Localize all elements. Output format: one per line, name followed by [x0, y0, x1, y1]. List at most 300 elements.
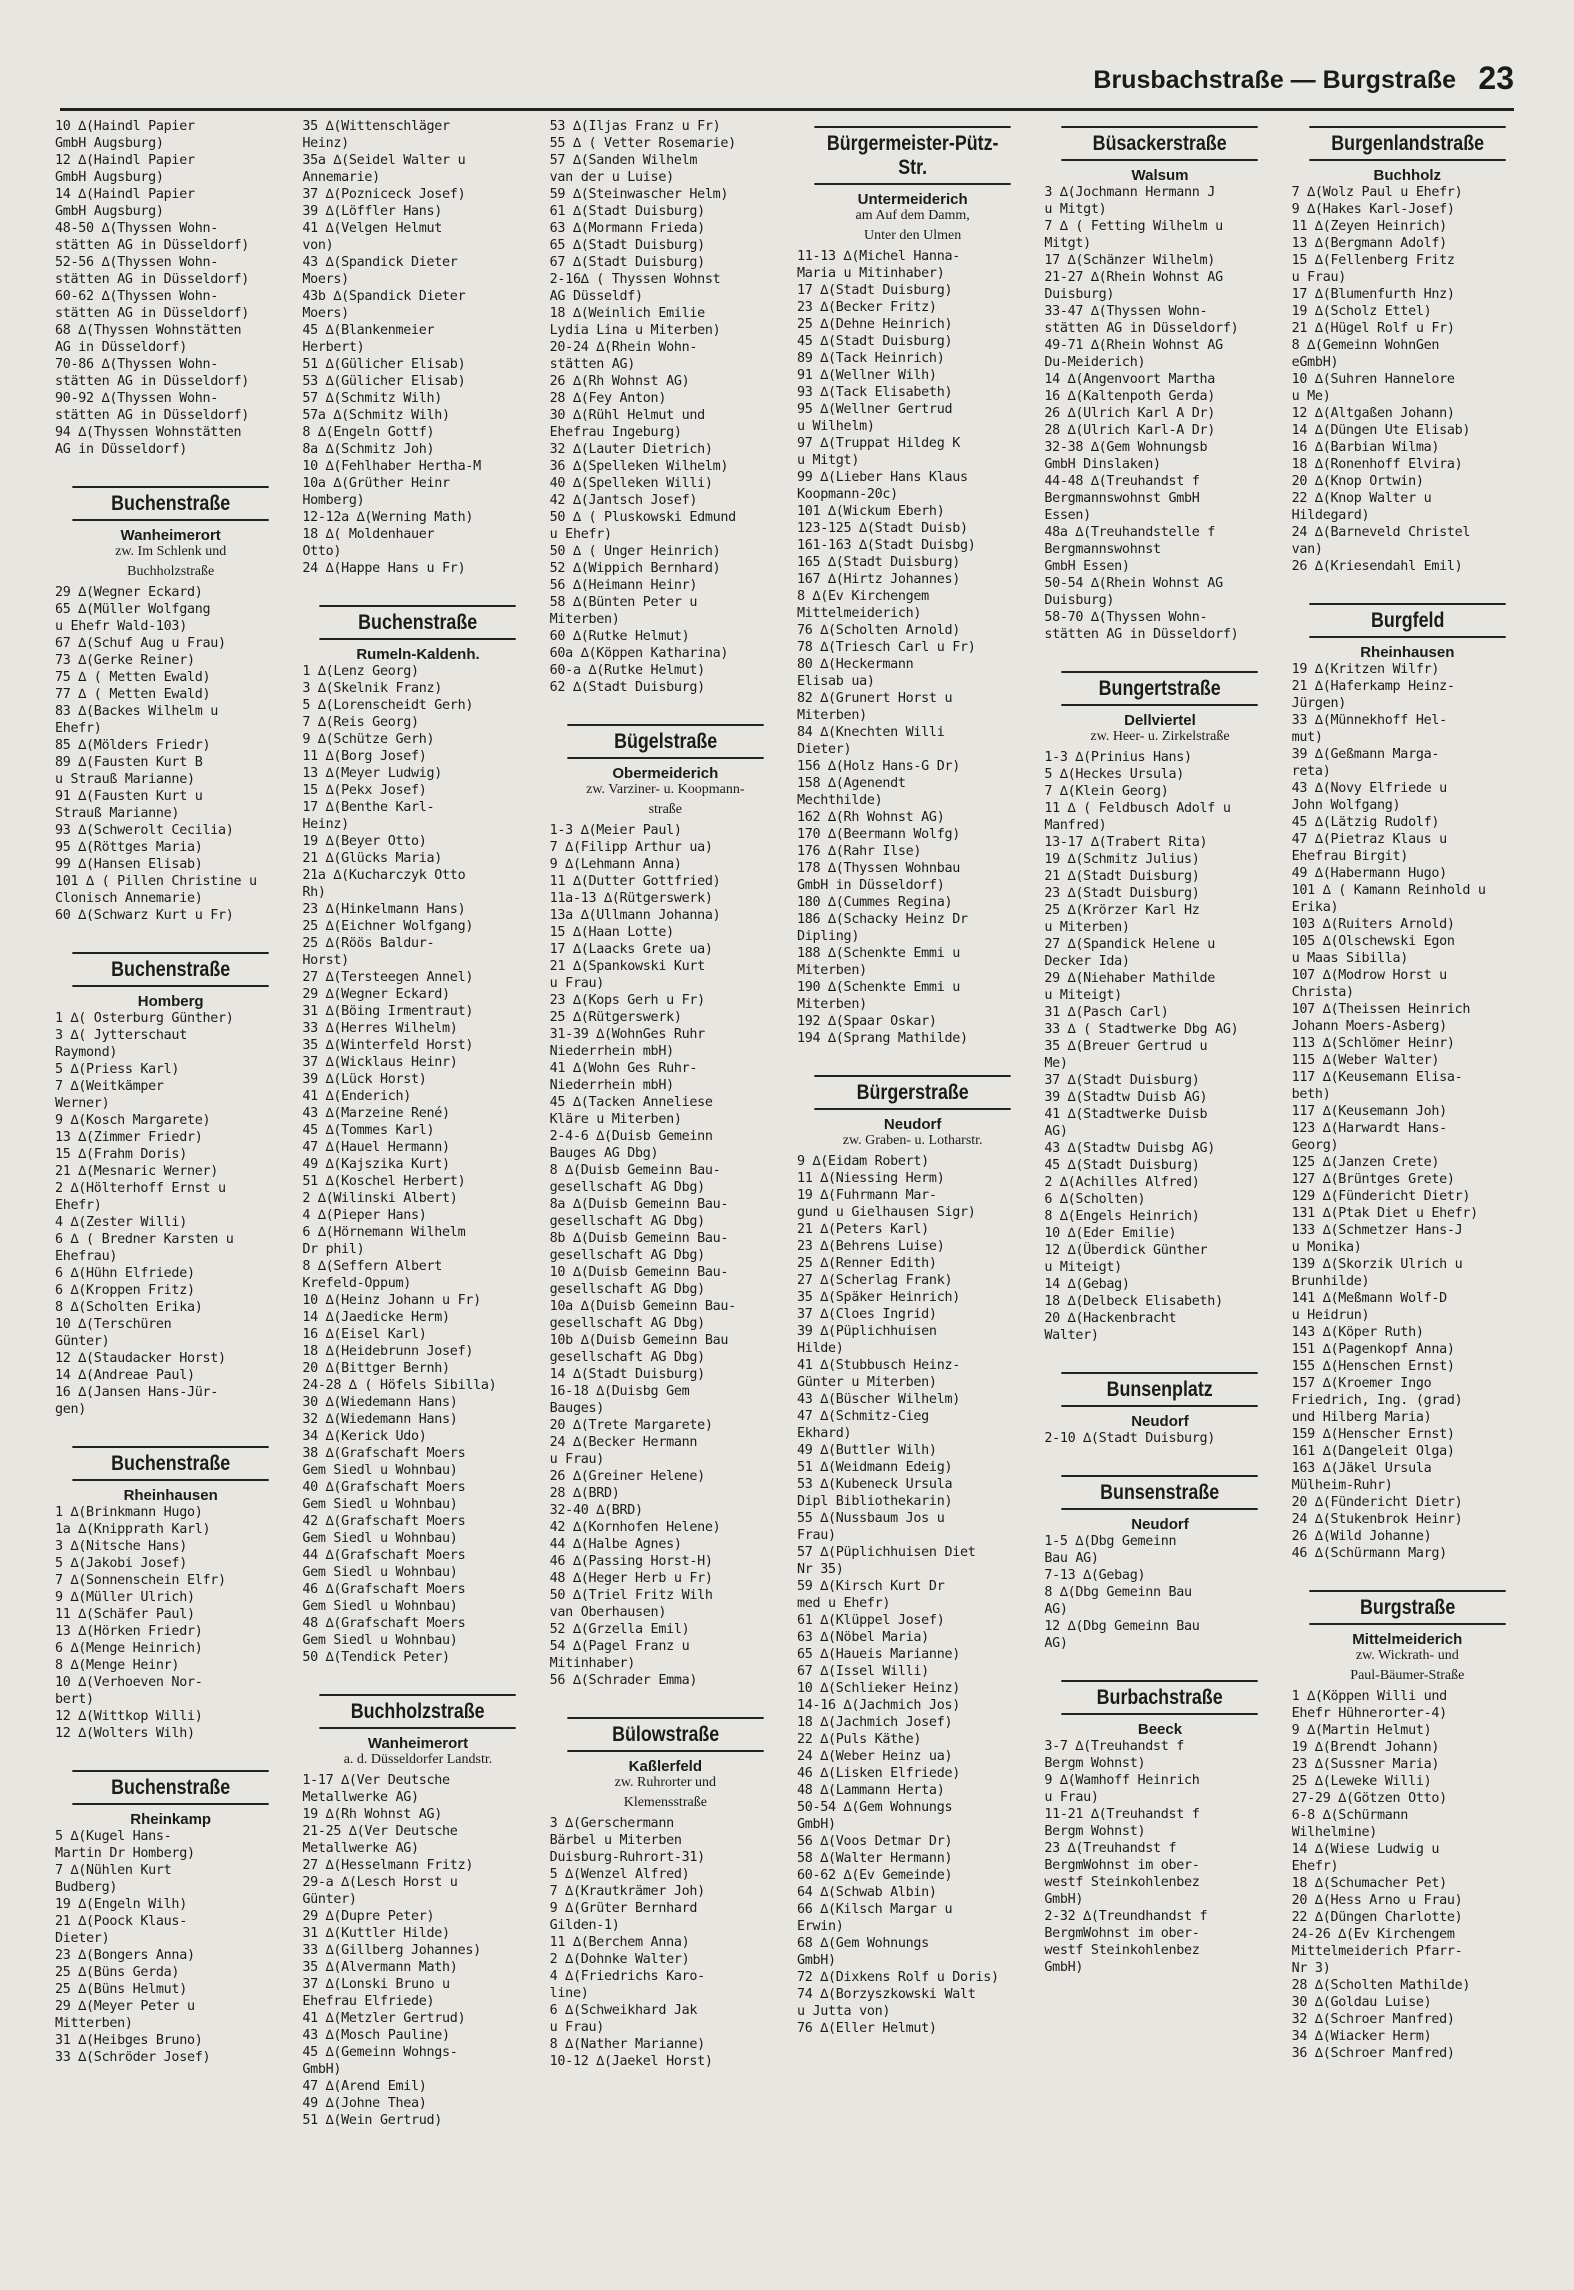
address-entry: 1a ∆(Knipprath Karl) [55, 1522, 211, 1537]
address-entry: 48 ∆(Heger Herb u Fr) [549, 1571, 713, 1586]
address-entry: 64 ∆(Schwab Albin) [796, 1885, 937, 1900]
address-entry: 68 ∆(Gem Wohnungs [796, 1936, 929, 1951]
address-entry: 23 ∆(Treuhandst f [1044, 1841, 1177, 1856]
address-entry: 44-48 ∆(Treuhandst f [1044, 474, 1200, 489]
address-entry: 17 ∆(Schänzer Wilhelm) [1044, 253, 1216, 268]
address-entry: 50 ∆(Triel Fritz Wilh [549, 1588, 713, 1603]
street-heading: Bunsenplatz [1062, 1372, 1259, 1407]
address-entry: 143 ∆(Köper Ruth) [1291, 1325, 1424, 1340]
street-heading: Buchenstraße [72, 1770, 269, 1805]
address-entry: 5 ∆(Jakobi Josef) [55, 1556, 187, 1571]
address-entry: 52-56 ∆(Thyssen Wohn- [55, 255, 218, 270]
address-entry: Werner) [55, 1096, 110, 1111]
address-entry: Ekhard) [796, 1426, 852, 1441]
address-entry: 99 ∆(Hansen Elisab) [55, 857, 203, 872]
address-entry: 82 ∆(Grunert Horst u [796, 691, 953, 706]
address-entry: Duisburg) [1044, 287, 1115, 302]
address-entry: 9 ∆(Kosch Margarete) [55, 1113, 211, 1128]
address-entry: u Miterben) [1044, 920, 1130, 935]
address-entry: 3-7 ∆(Treuhandst f [1044, 1739, 1185, 1754]
address-entry: Gilden-1) [549, 1918, 620, 1933]
address-entry: 6 ∆(Hörnemann Wilhelm [302, 1225, 466, 1240]
address-entry: 27 ∆(Spandick Helene u [1044, 937, 1216, 952]
address-entry: 57 ∆(Püplichhuisen Diet [796, 1545, 976, 1560]
address-entry: Gem Siedl u Wohnbau) [302, 1463, 458, 1478]
address-entry: 7 ∆ ( Fetting Wilhelm u [1044, 219, 1223, 234]
address-entry: 60-62 ∆(Ev Gemeinde) [796, 1868, 953, 1883]
address-entry: Gem Siedl u Wohnbau) [302, 1599, 458, 1614]
address-entry: 43b ∆(Spandick Dieter [302, 289, 466, 304]
address-entry: 65 ∆(Müller Wolfgang [55, 602, 211, 617]
address-entry: 23 ∆(Becker Fritz) [796, 300, 937, 315]
address-entry: Brunhilde) [1291, 1274, 1370, 1289]
address-entry: 159 ∆(Henscher Ernst) [1291, 1427, 1455, 1442]
address-entry: 8a ∆(Schmitz Joh) [302, 442, 435, 457]
address-entry: 178 ∆(Thyssen Wohnbau [796, 861, 960, 876]
address-entry: 5 ∆(Priess Karl) [55, 1062, 180, 1077]
address-entry: 42 ∆(Kornhofen Helene) [549, 1520, 721, 1535]
address-entry: gesellschaft AG Dbg) [549, 1180, 705, 1195]
address-entry: 63 ∆(Nöbel Maria) [796, 1630, 929, 1645]
address-entry: 20-24 ∆(Rhein Wohn- [549, 340, 698, 355]
address-entry: Dipl Bibliothekarin) [796, 1494, 953, 1509]
address-entry: gesellschaft AG Dbg) [549, 1282, 705, 1297]
address-entry: Günter) [302, 1892, 357, 1907]
address-entry: 4 ∆(Pieper Hans) [302, 1208, 427, 1223]
address-entry: u Maas Sibilla) [1291, 951, 1409, 966]
address-entry: 3 ∆(Skelnik Franz) [302, 681, 443, 696]
address-entry: 161-163 ∆(Stadt Duisbg) [796, 538, 976, 553]
address-entry: 36 ∆(Schroer Manfred) [1291, 2046, 1455, 2061]
address-entry: BergmWohnst im ober- [1044, 1926, 1200, 1941]
street-heading: Buchholzstraße [320, 1694, 517, 1729]
address-entry: 3 ∆(Gerschermann [549, 1816, 674, 1831]
address-entry: 43 ∆(Marzeine René) [302, 1106, 450, 1121]
address-entry: Manfred) [1044, 818, 1107, 833]
address-entry: 2 ∆(Achilles Alfred) [1044, 1175, 1200, 1190]
address-entry: Miterben) [796, 963, 867, 978]
address-entry: 57 ∆(Schmitz Wilh) [302, 391, 443, 406]
district-label: Neudorf [883, 1116, 942, 1133]
address-entry: GmbH) [1044, 1960, 1084, 1975]
address-entry: eGmbH) [1291, 355, 1339, 370]
address-entry: 45 ∆(Stadt Duisburg) [1044, 1158, 1200, 1173]
address-entry: u Frau) [549, 2020, 604, 2035]
address-entry: 12 ∆(Dbg Gemeinn Bau [1044, 1619, 1200, 1634]
address-entry: 141 ∆(Meßmann Wolf-D [1291, 1291, 1447, 1306]
address-entry: 129 ∆(Fündericht Dietr) [1291, 1189, 1471, 1204]
address-entry: Duisburg) [1044, 593, 1115, 608]
address-entry: Me) [1044, 1056, 1068, 1071]
address-entry: 50-54 ∆(Rhein Wohnst AG [1044, 576, 1223, 591]
address-entry: u Jutta von) [796, 2004, 891, 2019]
address-entry: 18 ∆(Ronenhoff Elvira) [1291, 457, 1463, 472]
address-entry: 32-40 ∆(BRD) [549, 1503, 643, 1518]
address-entry: 8 ∆(Engels Heinrich) [1044, 1209, 1200, 1224]
address-entry: 131 ∆(Ptak Diet u Ehefr) [1291, 1206, 1478, 1221]
address-entry: 14 ∆(Wiese Ludwig u [1291, 1842, 1440, 1857]
directory-columns [55, 118, 1523, 2268]
address-entry: 46 ∆(Grafschaft Moers [302, 1582, 466, 1597]
address-entry: 9 ∆(Eidam Robert) [796, 1154, 929, 1169]
street-heading: Burgenlandstraße [1309, 126, 1506, 161]
address-entry: 90-92 ∆(Thyssen Wohn- [55, 391, 218, 406]
address-entry: 115 ∆(Weber Walter) [1291, 1053, 1440, 1068]
address-entry: 101 ∆(Wickum Eberh) [796, 504, 945, 519]
address-entry: 8b ∆(Duisb Gemeinn Bau- [549, 1231, 729, 1246]
address-entry: 10b ∆(Duisb Gemeinn Bau [549, 1333, 729, 1348]
address-entry: 9 ∆(Hakes Karl-Josef) [1291, 202, 1455, 217]
address-entry: AG) [1044, 1602, 1068, 1617]
address-entry: Gem Siedl u Wohnbau) [302, 1497, 458, 1512]
address-entry: u Heidrun) [1291, 1308, 1370, 1323]
address-entry: 14 ∆(Düngen Ute Elisab) [1291, 423, 1471, 438]
address-entry: 18 ∆( Moldenhauer [302, 527, 435, 542]
address-entry: 19 ∆(Beyer Otto) [302, 834, 427, 849]
address-entry: 21 ∆(Haferkamp Heinz- [1291, 679, 1455, 694]
address-entry: 27 ∆(Scherlag Frank) [796, 1273, 953, 1288]
address-entry: 194 ∆(Sprang Mathilde) [796, 1031, 968, 1046]
address-entry: 29 ∆(Wegner Eckard) [55, 585, 203, 600]
address-entry: GmbH Augsburg) [55, 136, 164, 151]
address-entry: 51 ∆(Gülicher Elisab) [302, 357, 466, 372]
address-entry: AG) [1044, 1636, 1068, 1651]
address-entry: 2-10 ∆(Stadt Duisburg) [1044, 1431, 1216, 1446]
address-entry: 6 ∆(Scholten) [1044, 1192, 1146, 1207]
address-entry: 27 ∆(Hesselmann Fritz) [302, 1858, 474, 1873]
address-entry: 37 ∆(Wicklaus Heinr) [302, 1055, 458, 1070]
address-entry: 14 ∆(Andreae Paul) [55, 1368, 195, 1383]
address-entry: 15 ∆(Frahm Doris) [55, 1147, 187, 1162]
address-entry: 37 ∆(Stadt Duisburg) [1044, 1073, 1200, 1088]
address-entry: 27-29 ∆(Götzen Otto) [1291, 1791, 1447, 1806]
address-entry: Herbert) [302, 340, 365, 355]
address-entry: Mechthilde) [796, 793, 883, 808]
address-entry: 60-a ∆(Rutke Helmut) [549, 663, 705, 678]
address-entry: 7-13 ∆(Gebag) [1044, 1568, 1146, 1583]
address-entry: 31-39 ∆(WohnGes Ruhr [549, 1027, 705, 1042]
address-entry: 19 ∆(Schmitz Julius) [1044, 852, 1200, 867]
address-entry: AG in Düsseldorf) [55, 340, 187, 355]
district-label: Neudorf [1131, 1516, 1189, 1533]
address-entry: 66 ∆(Kilsch Margar u [796, 1902, 953, 1917]
address-entry: Mittelmeiderich) [796, 606, 922, 621]
address-entry: 84 ∆(Knechten Willi [796, 725, 945, 740]
address-entry: 37 ∆(Pozniceck Josef) [302, 187, 466, 202]
address-entry: 12 ∆(Altgaßen Johann) [1291, 406, 1455, 421]
address-entry: 20 ∆(Knop Ortwin) [1291, 474, 1424, 489]
address-entry: 8 ∆(Ev Kirchengem [796, 589, 929, 604]
address-entry: 10 ∆(Duisb Gemeinn Bau- [549, 1265, 729, 1280]
address-entry: 41 ∆(Wohn Ges Ruhr- [549, 1061, 698, 1076]
address-entry: gesellschaft AG Dbg) [549, 1248, 705, 1263]
address-entry: 30 ∆(Wiedemann Hans) [302, 1395, 458, 1410]
address-entry: 16-18 ∆(Duisbg Gem [549, 1384, 690, 1399]
address-entry: 23 ∆(Hinkelmann Hans) [302, 902, 466, 917]
address-entry: 15 ∆(Pekx Josef) [302, 783, 427, 798]
address-entry: 107 ∆(Theissen Heinrich [1291, 1002, 1471, 1017]
address-entry: AG) [1044, 1124, 1068, 1139]
address-entry: Heinz) [302, 136, 349, 151]
address-entry: 18 ∆(Heidebrunn Josef) [302, 1344, 474, 1359]
address-entry: 101 ∆ ( Pillen Christine u [55, 874, 257, 889]
address-entry: stätten AG) [549, 357, 636, 372]
address-entry: 186 ∆(Schacky Heinz Dr [796, 912, 968, 927]
address-entry: 39 ∆(Geßmann Marga- [1291, 747, 1440, 762]
address-entry: 61 ∆(Klüppel Josef) [796, 1613, 945, 1628]
address-entry: 77 ∆ ( Metten Ewald) [55, 687, 211, 702]
address-entry: 58 ∆(Bünten Peter u [549, 595, 698, 610]
district-label: Beeck [1137, 1721, 1183, 1738]
address-entry: 7 ∆(Krautkrämer Joh) [549, 1884, 705, 1899]
address-entry: beth) [1291, 1087, 1331, 1102]
address-entry: 11 ∆(Schäfer Paul) [55, 1607, 195, 1622]
address-entry: 53 ∆(Kubeneck Ursula [796, 1477, 953, 1492]
page-header [60, 60, 1514, 111]
address-entry: 192 ∆(Spaar Oskar) [796, 1014, 937, 1029]
address-entry: 10a ∆(Grüther Heinr [302, 476, 450, 491]
address-entry: 60a ∆(Köppen Katharina) [549, 646, 729, 661]
column-3 [550, 118, 781, 2268]
address-entry: 61 ∆(Stadt Duisburg) [549, 204, 705, 219]
address-entry: 8 ∆(Dbg Gemeinn Bau [1044, 1585, 1192, 1600]
address-entry: 29 ∆(Meyer Peter u [55, 1999, 195, 2014]
address-entry: Ehefr Hühnerorter-4) [1291, 1706, 1447, 1721]
address-entry: 3 ∆(Nitsche Hans) [55, 1539, 187, 1554]
address-entry: 25 ∆(Krörzer Karl Hz [1044, 903, 1200, 918]
address-entry: BergmWohnst im ober- [1044, 1858, 1200, 1873]
address-entry: 151 ∆(Pagenkopf Anna) [1291, 1342, 1455, 1357]
address-entry: 25 ∆(Büns Gerda) [55, 1965, 180, 1980]
address-entry: 41 ∆(Metzler Gertrud) [302, 2011, 466, 2026]
address-entry: 4 ∆(Zester Willi) [55, 1215, 187, 1230]
address-entry: 8 ∆(Scholten Erika) [55, 1300, 203, 1315]
address-entry: 21-25 ∆(Ver Deutsche [302, 1824, 458, 1839]
address-entry: 7 ∆(Wolz Paul u Ehefr) [1291, 185, 1463, 200]
address-entry: Ehefrau Ingeburg) [549, 425, 682, 440]
street-heading: Burgstraße [1309, 1590, 1506, 1625]
address-entry: Kläre u Miterben) [549, 1112, 682, 1127]
address-entry: 3 ∆( Jytterschaut [55, 1028, 187, 1043]
address-entry: Miterben) [796, 708, 867, 723]
address-entry: 29-a ∆(Lesch Horst u [302, 1875, 458, 1890]
address-entry: 41 ∆(Stadtwerke Duisb [1044, 1107, 1208, 1122]
address-entry: 9 ∆(Lehmann Anna) [549, 857, 682, 872]
column-2 [302, 118, 533, 2268]
address-entry: 21 ∆(Poock Klaus- [55, 1914, 187, 1929]
address-entry: 40 ∆(Spelleken Willi) [549, 476, 713, 491]
address-entry: 45 ∆(Stadt Duisburg) [796, 334, 953, 349]
address-entry: 47 ∆(Arend Emil) [302, 2079, 427, 2094]
address-entry: 45 ∆(Lätzig Rudolf) [1291, 815, 1440, 830]
address-entry: 33 ∆(Schröder Josef) [55, 2050, 211, 2065]
address-entry: AG Düsseldf) [549, 289, 643, 304]
address-entry: 26 ∆(Greiner Helene) [549, 1469, 705, 1484]
address-entry: 1-3 ∆(Prinius Hans) [1044, 750, 1192, 765]
address-entry: 21 ∆(Stadt Duisburg) [1044, 869, 1200, 884]
street-heading: Bügelstraße [567, 724, 764, 759]
address-entry: 25 ∆(Eichner Wolfgang) [302, 919, 474, 934]
address-entry: 31 ∆(Heibges Bruno) [55, 2033, 203, 2048]
address-entry: 133 ∆(Schmetzer Hans-J [1291, 1223, 1463, 1238]
address-entry: 22 ∆(Knop Walter u [1291, 491, 1432, 506]
address-entry: Günter u Miterben) [796, 1375, 937, 1390]
address-entry: 165 ∆(Stadt Duisburg) [796, 555, 960, 570]
address-entry: 67 ∆(Schuf Aug u Frau) [55, 636, 226, 651]
address-entry: mut) [1291, 730, 1323, 745]
address-entry: 5 ∆(Heckes Ursula) [1044, 767, 1185, 782]
address-entry: 21 ∆(Peters Karl) [796, 1222, 929, 1237]
address-entry: 17 ∆(Blumenfurth Hnz) [1291, 287, 1455, 302]
address-entry: 91 ∆(Wellner Wilh) [796, 368, 937, 383]
address-entry: 93 ∆(Tack Elisabeth) [796, 385, 953, 400]
address-entry: 14 ∆(Haindl Papier [55, 187, 195, 202]
address-entry: Mittelmeiderich Pfarr- [1291, 1944, 1463, 1959]
address-entry: 36 ∆(Spelleken Wilhelm) [549, 459, 729, 474]
address-entry: 13-17 ∆(Trabert Rita) [1044, 835, 1208, 850]
address-entry: 7 ∆(Nühlen Kurt [55, 1863, 172, 1878]
address-entry: 12 ∆(Wolters Wilh) [55, 1726, 195, 1741]
address-entry: 34 ∆(Wiacker Herm) [1291, 2029, 1432, 2044]
address-entry: GmbH Augsburg) [55, 204, 164, 219]
district-label: Buchholz [1373, 167, 1442, 184]
address-entry: 56 ∆(Schrader Emma) [549, 1673, 698, 1688]
address-entry: u Mitgt) [796, 453, 860, 468]
address-entry: stätten AG in Düsseldorf) [55, 272, 250, 287]
district-label: Wanheimerort [120, 527, 221, 544]
address-entry: 14-16 ∆(Jachmich Jos) [796, 1698, 960, 1713]
address-entry: 26 ∆(Rh Wohnst AG) [549, 374, 690, 389]
address-entry: 91 ∆(Fausten Kurt u [55, 789, 203, 804]
address-entry: 139 ∆(Skorzik Ulrich u [1291, 1257, 1463, 1272]
address-entry: 22 ∆(Düngen Charlotte) [1291, 1910, 1463, 1925]
address-entry: Dr phil) [302, 1242, 365, 1257]
address-entry: u Wilhelm) [796, 419, 875, 434]
address-entry: 21 ∆(Glücks Maria) [302, 851, 443, 866]
address-entry: 46 ∆(Schürmann Marg) [1291, 1546, 1447, 1561]
address-entry: 59 ∆(Kirsch Kurt Dr [796, 1579, 945, 1594]
address-entry: 43 ∆(Novy Elfriede u [1291, 781, 1447, 796]
address-entry: 5 ∆(Wenzel Alfred) [549, 1867, 690, 1882]
address-entry: gund u Gielhausen Sigr) [796, 1205, 976, 1220]
address-entry: van der u Luise) [549, 170, 674, 185]
address-entry: 113 ∆(Schlömer Heinr) [1291, 1036, 1455, 1051]
address-entry: 11 ∆(Berchem Anna) [549, 1935, 690, 1950]
address-entry: 26 ∆(Kriesendahl Emil) [1291, 559, 1463, 574]
address-entry: 83 ∆(Backes Wilhelm u [55, 704, 218, 719]
address-entry: 32-38 ∆(Gem Wohnungsb [1044, 440, 1208, 455]
address-entry: 8 ∆(Nather Marianne) [549, 2037, 705, 2052]
address-entry: 10 ∆(Eder Emilie) [1044, 1226, 1177, 1241]
street-heading: Bülowstraße [567, 1717, 764, 1752]
address-entry: 167 ∆(Hirtz Johannes) [796, 572, 960, 587]
address-entry: 1-17 ∆(Ver Deutsche [302, 1773, 450, 1788]
column-5 [1044, 118, 1275, 2268]
street-heading: Buchenstraße [320, 605, 517, 640]
address-entry: 17 ∆(Benthe Karl- [302, 800, 435, 815]
address-entry: 1 ∆(Köppen Willi und [1291, 1689, 1447, 1704]
address-entry: Duisburg-Ruhrort-31) [549, 1850, 705, 1865]
address-entry: Metallwerke AG) [302, 1841, 419, 1856]
address-entry: 44 ∆(Halbe Agnes) [549, 1537, 682, 1552]
address-entry: 28 ∆(BRD) [549, 1486, 620, 1501]
district-label: Mittelmeiderich [1352, 1631, 1463, 1648]
address-entry: 35 ∆(Alvermann Math) [302, 1960, 458, 1975]
address-entry: stätten AG in Düsseldorf) [1044, 627, 1239, 642]
address-entry: 19 ∆(Kritzen Wilfr) [1291, 662, 1440, 677]
address-entry: 27 ∆(Tersteegen Annel) [302, 970, 474, 985]
address-entry: Mitterben) [55, 2016, 133, 2031]
address-entry: GmbH) [1044, 1892, 1084, 1907]
address-entry: Metallwerke AG) [302, 1790, 419, 1805]
address-entry: Gem Siedl u Wohnbau) [302, 1531, 458, 1546]
address-entry: 41 ∆(Stubbusch Heinz- [796, 1358, 960, 1373]
address-entry: gesellschaft AG Dbg) [549, 1214, 705, 1229]
address-entry: Nr 3) [1291, 1961, 1331, 1976]
address-entry: 10 ∆(Heinz Johann u Fr) [302, 1293, 481, 1308]
address-entry: 9 ∆(Müller Ulrich) [55, 1590, 195, 1605]
address-entry: 11 ∆(Dutter Gottfried) [549, 874, 721, 889]
address-entry: 25 ∆(Dehne Heinrich) [796, 317, 953, 332]
address-entry: 45 ∆(Tommes Karl) [302, 1123, 435, 1138]
address-entry: Mitinhaber) [549, 1656, 636, 1671]
address-entry: 46 ∆(Lisken Elfriede) [796, 1766, 960, 1781]
address-entry: 24 ∆(Weber Heinz ua) [796, 1749, 953, 1764]
address-entry: 24-28 ∆ ( Höfels Sibilla) [302, 1378, 497, 1393]
address-entry: Ehefr) [55, 1198, 102, 1213]
address-entry: 94 ∆(Thyssen Wohnstätten [55, 425, 242, 440]
address-entry: 127 ∆(Brüntges Grete) [1291, 1172, 1455, 1187]
page-number: 23 [1478, 60, 1514, 96]
column-4 [797, 118, 1028, 2268]
address-entry: Gem Siedl u Wohnbau) [302, 1633, 458, 1648]
address-entry: 35 ∆(Späker Heinrich) [796, 1290, 960, 1305]
address-entry: 1 ∆( Osterburg Günther) [55, 1011, 234, 1026]
address-entry: 10 ∆(Fehlhaber Hertha-M [302, 459, 481, 474]
address-entry: 67 ∆(Issel Willi) [796, 1664, 929, 1679]
address-entry: 49 ∆(Habermann Hugo) [1291, 866, 1447, 881]
address-entry: 58 ∆(Walter Hermann) [796, 1851, 953, 1866]
street-heading: Burgfeld [1309, 603, 1506, 638]
address-entry: Jürgen) [1291, 696, 1346, 711]
address-entry: 13 ∆(Bergmann Adolf) [1291, 236, 1447, 251]
address-entry: 21 ∆(Hügel Rolf u Fr) [1291, 321, 1455, 336]
address-entry: 56 ∆(Voos Detmar Dr) [796, 1834, 953, 1849]
address-entry: 101 ∆ ( Kamann Reinhold u [1291, 883, 1486, 898]
address-entry: 1 ∆(Lenz Georg) [302, 664, 419, 679]
address-entry: Annemarie) [302, 170, 380, 185]
address-entry: Moers) [302, 306, 349, 321]
address-entry: 35 ∆(Breuer Gertrud u [1044, 1039, 1208, 1054]
address-entry: 9 ∆(Martin Helmut) [1291, 1723, 1432, 1738]
address-entry: 26 ∆(Wild Johanne) [1291, 1529, 1432, 1544]
address-entry: 1-5 ∆(Dbg Gemeinn [1044, 1534, 1177, 1549]
street-section-note: zw. Varziner- u. Koopmann- [586, 782, 745, 797]
address-entry: 21a ∆(Kucharczyk Otto [302, 868, 466, 883]
address-entry: 5 ∆(Lorenscheidt Gerh) [302, 698, 474, 713]
address-entry: Walter) [1044, 1328, 1099, 1343]
address-entry: 23 ∆(Behrens Luise) [796, 1239, 945, 1254]
address-entry: 33 ∆(Gillberg Johannes) [302, 1943, 481, 1958]
address-entry: 72 ∆(Dixkens Rolf u Doris) [796, 1970, 999, 1985]
address-entry: Mülheim-Ruhr) [1291, 1478, 1393, 1493]
address-entry: 25 ∆(Leweke Willi) [1291, 1774, 1432, 1789]
address-entry: 32 ∆(Wiedemann Hans) [302, 1412, 458, 1427]
address-entry: Niederrhein mbH) [549, 1078, 674, 1093]
address-entry: u Miteigt) [1044, 1260, 1122, 1275]
address-entry: 74 ∆(Borzyszkowski Walt [796, 1987, 976, 2002]
address-entry: 58-70 ∆(Thyssen Wohn- [1044, 610, 1208, 625]
